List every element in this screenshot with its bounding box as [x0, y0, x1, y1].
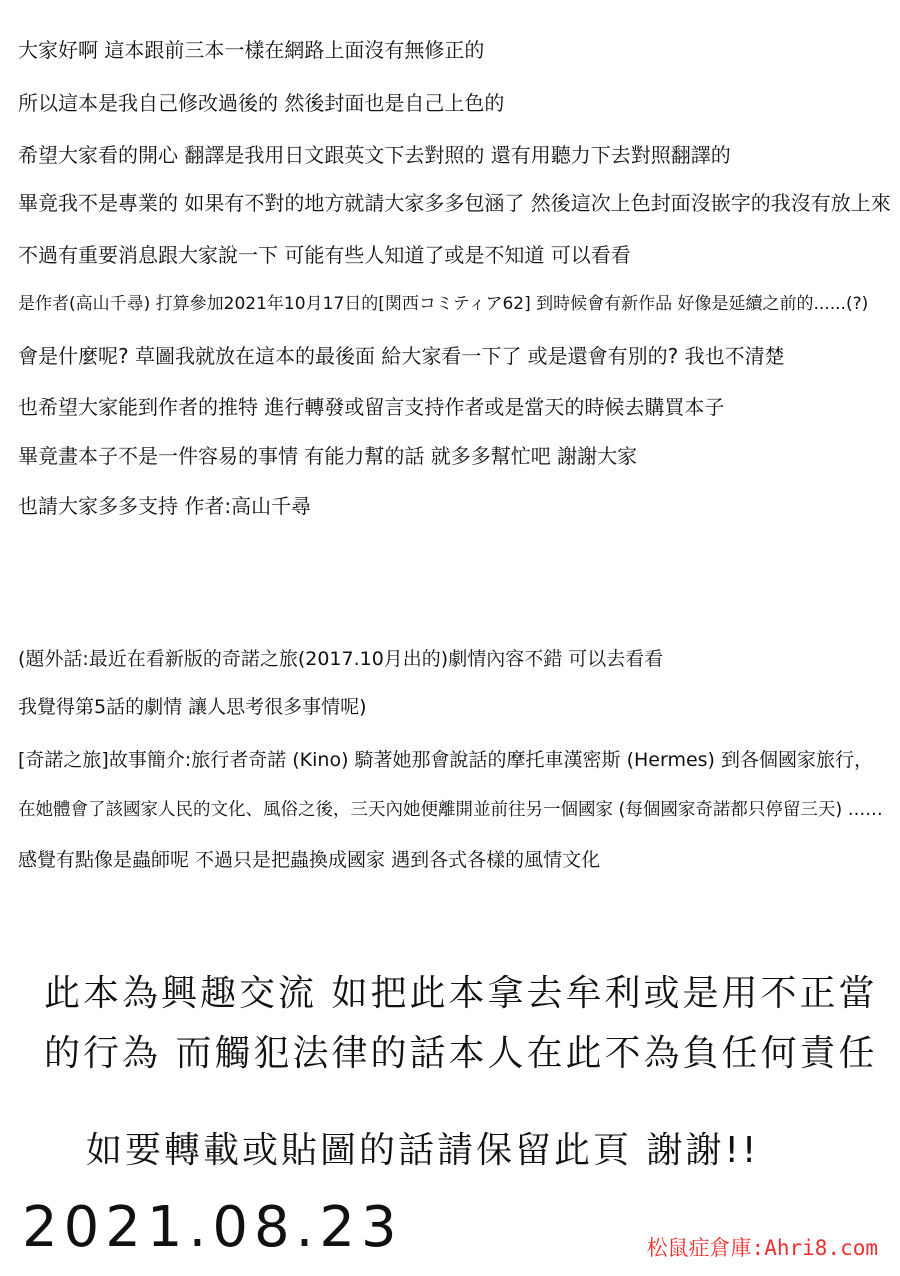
notice-line: 此本為興趣交流 如把此本拿去牟利或是用不正當 [44, 973, 878, 1014]
main-line: 會是什麼呢? 草圖我就放在這本的最後面 給大家看一下了 或是還會有別的? 我也不清楚 [18, 344, 785, 368]
main-line: 大家好啊 這本跟前三本一樣在網路上面沒有無修正的 [18, 38, 485, 62]
side-note-line: [奇諾之旅]故事簡介:旅行者奇諾 (Kino) 騎著她那會說話的摩托車漢密斯 (Hermes) 到各個國家旅行， [18, 749, 873, 771]
date-stamp: 2021.08.23 [22, 1195, 403, 1260]
site-watermark: 松鼠症倉庫:Ahri8.com [646, 1236, 878, 1260]
side-note-line: 感覺有點像是蟲師呢 不過只是把蟲換成國家 遇到各式各樣的風情文化 [18, 849, 601, 871]
main-line: 也請大家多多支持 作者:高山千尋 [18, 494, 312, 518]
main-line: 希望大家看的開心 翻譯是我用日文跟英文下去對照的 還有用聽力下去對照翻譯的 [18, 143, 731, 167]
side-note-line: 我覺得第5話的劇情 讓人思考很多事情呢) [18, 696, 367, 718]
main-line: 所以這本是我自己修改過後的 然後封面也是自己上色的 [18, 91, 505, 115]
side-note-line: (題外話:最近在看新版的奇諾之旅(2017.10月出的)劇情內容不錯 可以去看看 [18, 648, 664, 670]
notice-line: 如要轉載或貼圖的話請保留此頁 謝謝!! [86, 1130, 760, 1171]
main-line: 畢竟我不是專業的 如果有不對的地方就請大家多多包涵了 然後這次上色封面沒嵌字的我沒有放上來 [18, 191, 891, 215]
notice-line: 的行為 而觸犯法律的話本人在此不為負任何責任 [44, 1033, 878, 1074]
main-line: 也希望大家能到作者的推特 進行轉發或留言支持作者或是當天的時候去購買本子 [18, 395, 725, 419]
main-line: 不過有重要消息跟大家說一下 可能有些人知道了或是不知道 可以看看 [18, 243, 631, 267]
side-note-line: 在她體會了該國家人民的文化、風俗之後，三天內她便離開並前往另一個國家 (每個國家奇諾都只停留三天) …… [18, 800, 883, 820]
main-line: 畢竟畫本子不是一件容易的事情 有能力幫的話 就多多幫忙吧 謝謝大家 [18, 444, 638, 468]
main-line: 是作者(高山千尋) 打算參加2021年10月17日的[関西コミティア62] 到時候會有新作品 好像是延續之前的......(?) [18, 294, 869, 314]
